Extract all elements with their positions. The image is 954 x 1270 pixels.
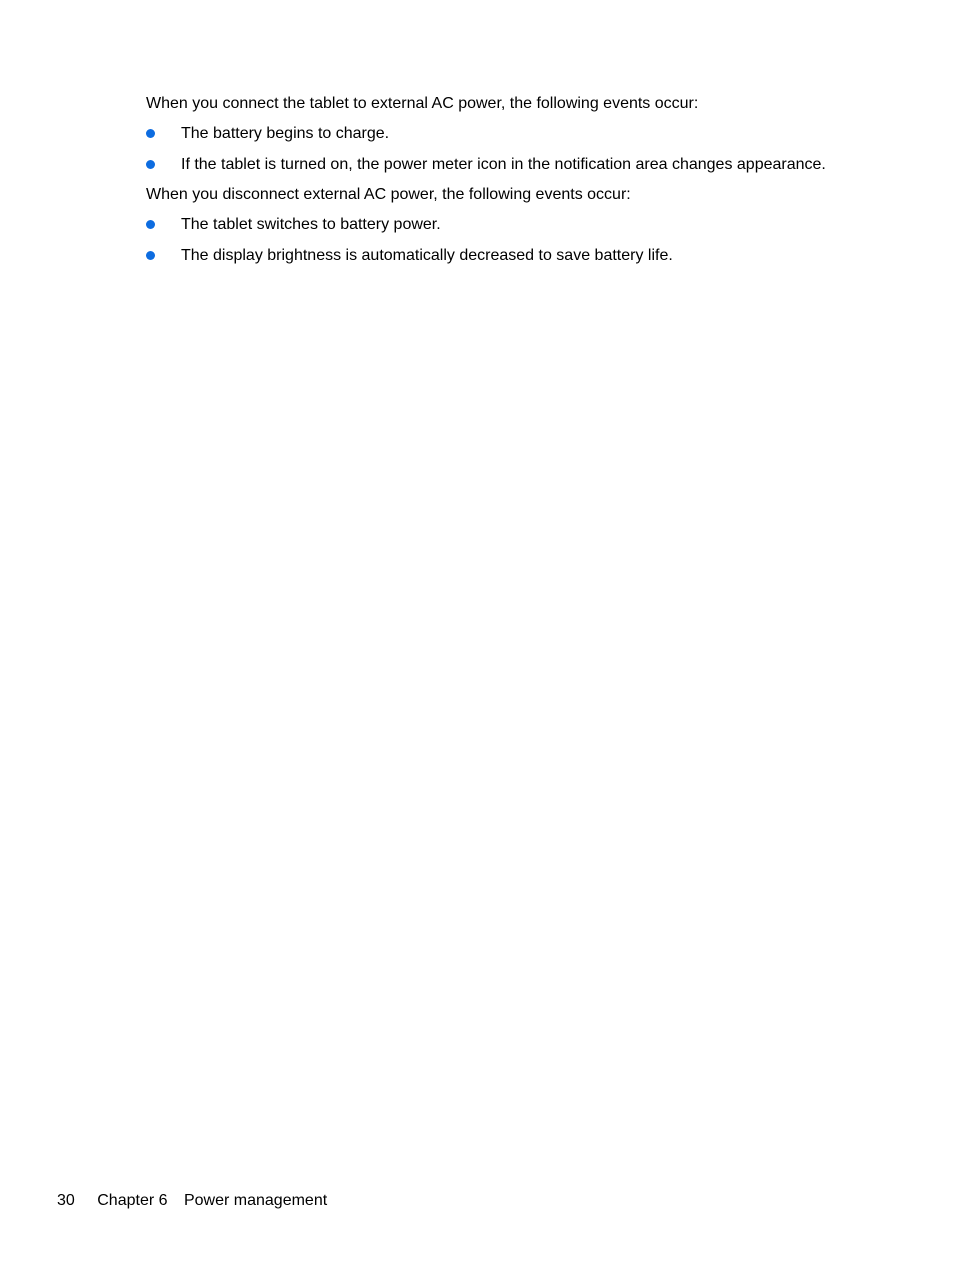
list-item-text: The battery begins to charge.: [181, 125, 390, 142]
intro-paragraph-connect: When you connect the tablet to external AC power, the following events occur:: [146, 95, 699, 112]
list-item-text: The tablet switches to battery power.: [181, 216, 441, 233]
bullet-icon: [146, 160, 155, 169]
disconnect-events-list: [146, 215, 846, 266]
list-item: [146, 246, 846, 266]
list-item-text: If the tablet is turned on, the power meter icon in the notification area changes appearance.: [181, 156, 826, 173]
list-item-text: The display brightness is automatically decreased to save battery life.: [181, 247, 673, 264]
bullet-icon: [146, 251, 155, 260]
list-item: [146, 124, 846, 144]
intro-paragraph-disconnect: When you disconnect external AC power, the following events occur:: [146, 186, 631, 203]
list-item: [146, 155, 846, 175]
bullet-icon: [146, 220, 155, 229]
chapter-label: Chapter 6: [97, 1192, 168, 1209]
page-number: 30: [57, 1192, 75, 1209]
list-item: [146, 215, 846, 235]
connect-events-list: [146, 124, 846, 175]
bullet-icon: [146, 129, 155, 138]
page-footer: [57, 1191, 327, 1211]
chapter-title: Power management: [183, 1192, 328, 1209]
page-content: [146, 94, 846, 276]
